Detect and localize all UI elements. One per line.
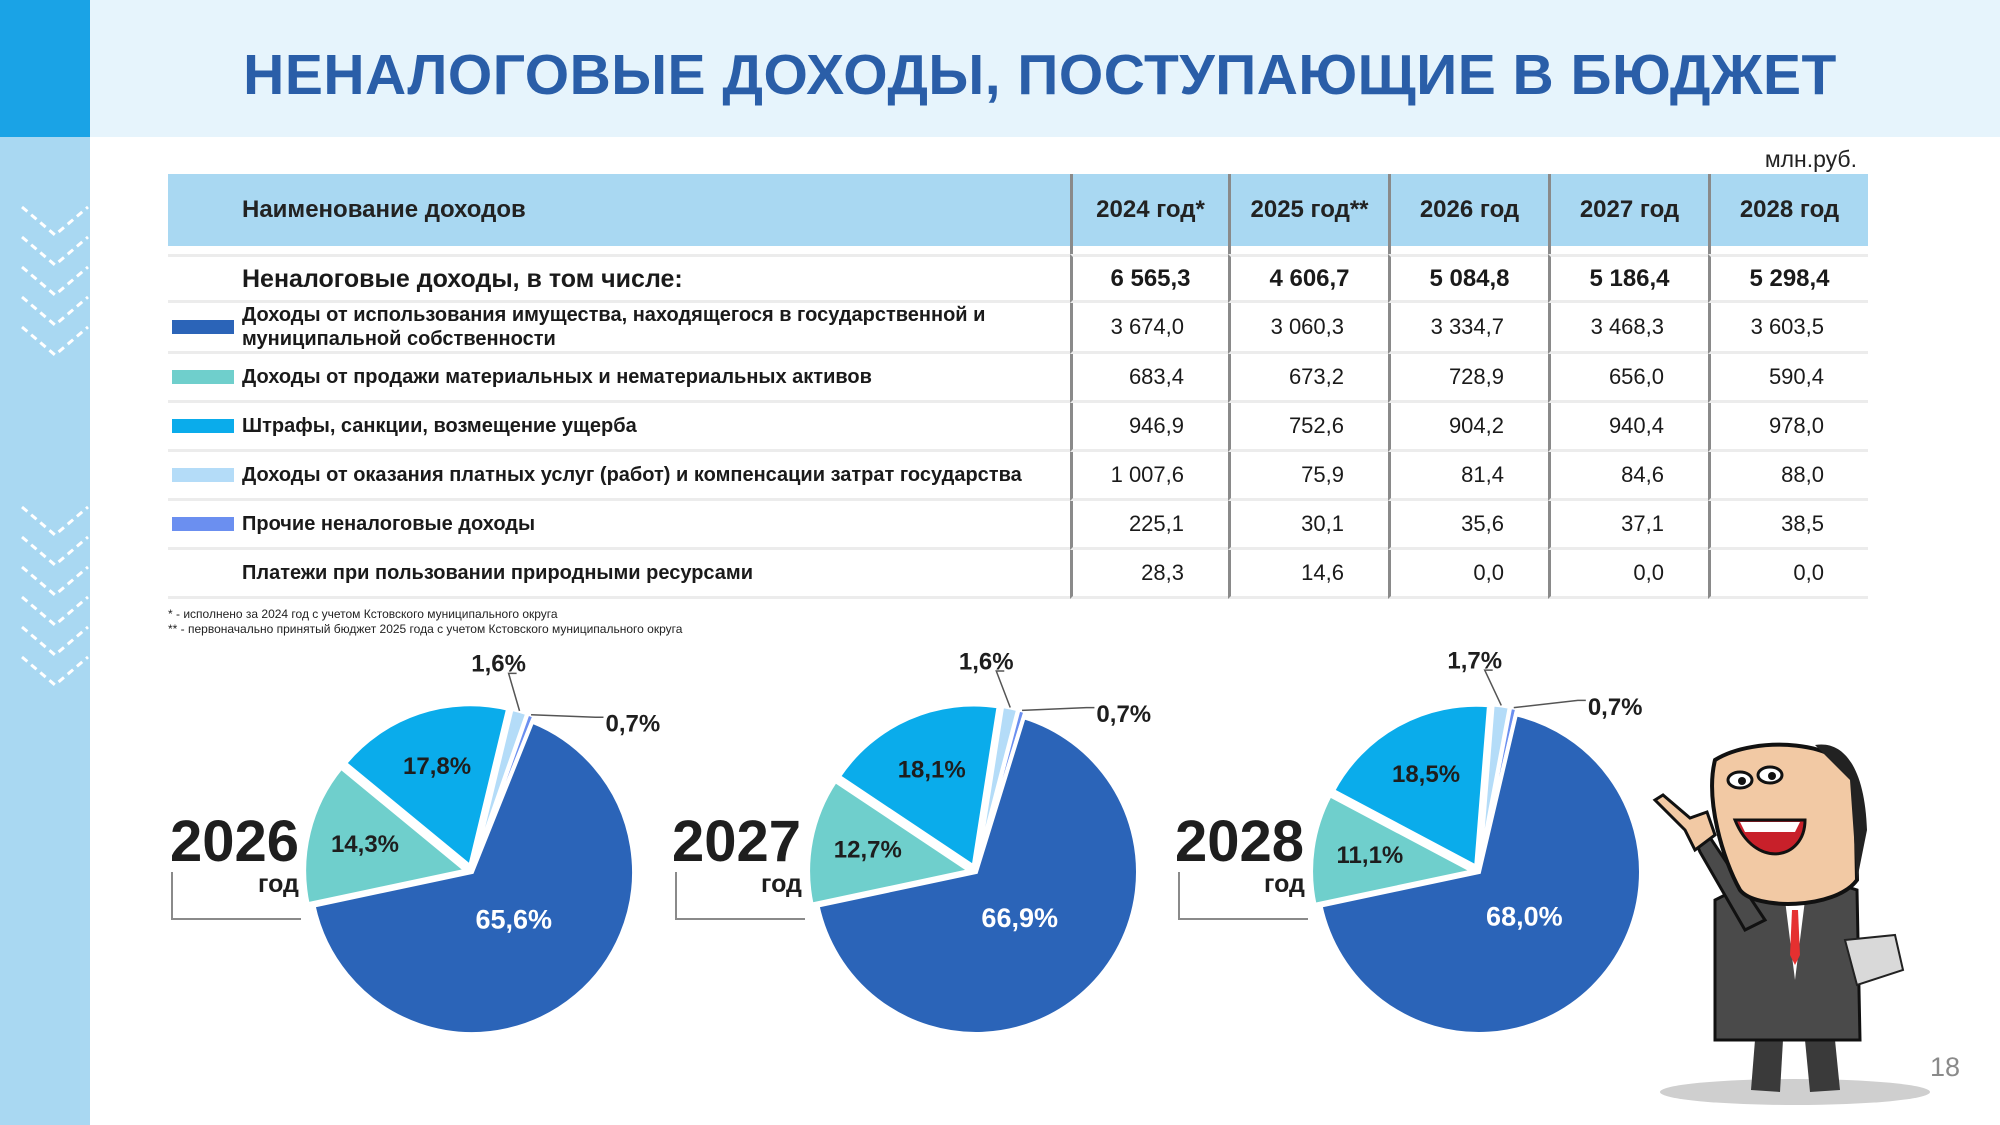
year-label-2028: 2028	[1175, 809, 1305, 874]
data-label: 12,7%	[833, 836, 902, 864]
cell-value: 0,0	[1548, 550, 1708, 599]
data-label: 0,7%	[605, 710, 661, 738]
row-label: Штрафы, санкции, возмещение ущерба	[242, 415, 637, 437]
data-label: 1,7%	[1447, 647, 1503, 675]
leader-line	[509, 673, 520, 711]
data-label: 11,1%	[1336, 842, 1404, 870]
year-sub-label: год	[1264, 870, 1305, 898]
header-2027: 2027 год	[1548, 174, 1708, 246]
cell-value: 3 468,3	[1548, 303, 1708, 354]
leader-line	[531, 715, 603, 717]
data-label: 68,0%	[1486, 901, 1563, 932]
cell-value: 946,9	[1070, 403, 1228, 452]
cell-value: 3 674,0	[1070, 303, 1228, 354]
cell-value: 5 084,8	[1388, 254, 1548, 303]
leader-line	[1485, 670, 1502, 705]
leader-line	[996, 671, 1010, 708]
cell-value: 752,6	[1228, 403, 1388, 452]
cell-value: 225,1	[1070, 501, 1228, 550]
cell-value: 75,9	[1228, 452, 1388, 501]
row-label: Доходы от использования имущества, находящегося в государственной и муниципальной собственности	[242, 304, 986, 350]
page-number: 18	[1929, 1052, 1960, 1082]
header-2028: 2028 год	[1708, 174, 1868, 246]
footnote-2025: ** - первоначально принятый бюджет 2025 года с учетом Кстовского муниципального округа	[168, 622, 683, 636]
cell-value: 1 007,6	[1070, 452, 1228, 501]
row-label: Доходы от продажи материальных и нематериальных активов	[242, 366, 872, 388]
data-label: 1,6%	[471, 650, 526, 678]
header-name: Наименование доходов	[168, 174, 1070, 246]
cell-value: 81,4	[1388, 452, 1548, 501]
cell-value: 3 334,7	[1388, 303, 1548, 354]
cell-value: 4 606,7	[1228, 254, 1388, 303]
header-2026: 2026 год	[1388, 174, 1548, 246]
data-label: 65,6%	[475, 904, 553, 935]
cell-value: 6 565,3	[1070, 254, 1228, 303]
units-label: млн.руб.	[1764, 146, 1857, 172]
data-label: 17,8%	[403, 752, 472, 780]
row-label: Платежи при пользовании природными ресурсами	[242, 562, 753, 584]
cell-value: 0,0	[1388, 550, 1548, 599]
cell-value: 940,4	[1548, 403, 1708, 452]
cell-value: 35,6	[1388, 501, 1548, 550]
header-2024: 2024 год*	[1070, 174, 1228, 246]
cell-value: 88,0	[1708, 452, 1868, 501]
cell-value: 904,2	[1388, 403, 1548, 452]
cell-value: 0,0	[1708, 550, 1868, 599]
cell-value: 28,3	[1070, 550, 1228, 599]
presenter-illustration-icon	[1645, 740, 1945, 1110]
footnote-2024: * - исполнено за 2024 год с учетом Кстовского муниципального округа	[168, 607, 558, 621]
data-label: 66,9%	[981, 902, 1058, 933]
cell-value: 3 060,3	[1228, 303, 1388, 354]
row-label: Неналоговые доходы, в том числе:	[242, 264, 683, 293]
cell-value: 656,0	[1548, 354, 1708, 403]
year-label-2027: 2027	[672, 809, 802, 874]
cell-value: 3 603,5	[1708, 303, 1868, 354]
cell-value: 683,4	[1070, 354, 1228, 403]
header-2025: 2025 год**	[1228, 174, 1388, 246]
cell-value: 5 298,4	[1708, 254, 1868, 303]
year-sub-label: год	[258, 870, 299, 898]
data-label: 18,5%	[1391, 760, 1461, 788]
row-label: Доходы от оказания платных услуг (работ) и компенсации затрат государства	[242, 464, 1022, 486]
year-sub-label: год	[761, 870, 802, 898]
data-label: 0,7%	[1096, 701, 1152, 729]
data-label: 0,7%	[1587, 693, 1643, 721]
cell-value: 37,1	[1548, 501, 1708, 550]
page-title: НЕНАЛОГОВЫЕ ДОХОДЫ, ПОСТУПАЮЩИЕ В БЮДЖЕТ	[243, 43, 1837, 107]
cell-value: 978,0	[1708, 403, 1868, 452]
cell-value: 30,1	[1228, 501, 1388, 550]
cell-value: 38,5	[1708, 501, 1868, 550]
data-label: 1,6%	[958, 648, 1014, 676]
data-label: 18,1%	[897, 756, 966, 784]
cell-value: 590,4	[1708, 354, 1868, 403]
data-label: 14,3%	[330, 831, 400, 859]
row-label: Прочие неналоговые доходы	[242, 513, 536, 535]
cell-value: 84,6	[1548, 452, 1708, 501]
cell-value: 673,2	[1228, 354, 1388, 403]
leader-line	[1022, 708, 1094, 711]
cell-value: 5 186,4	[1548, 254, 1708, 303]
year-label-2026: 2026	[170, 809, 300, 874]
cell-value: 14,6	[1228, 550, 1388, 599]
leader-line	[1514, 700, 1586, 707]
cell-value: 728,9	[1388, 354, 1548, 403]
